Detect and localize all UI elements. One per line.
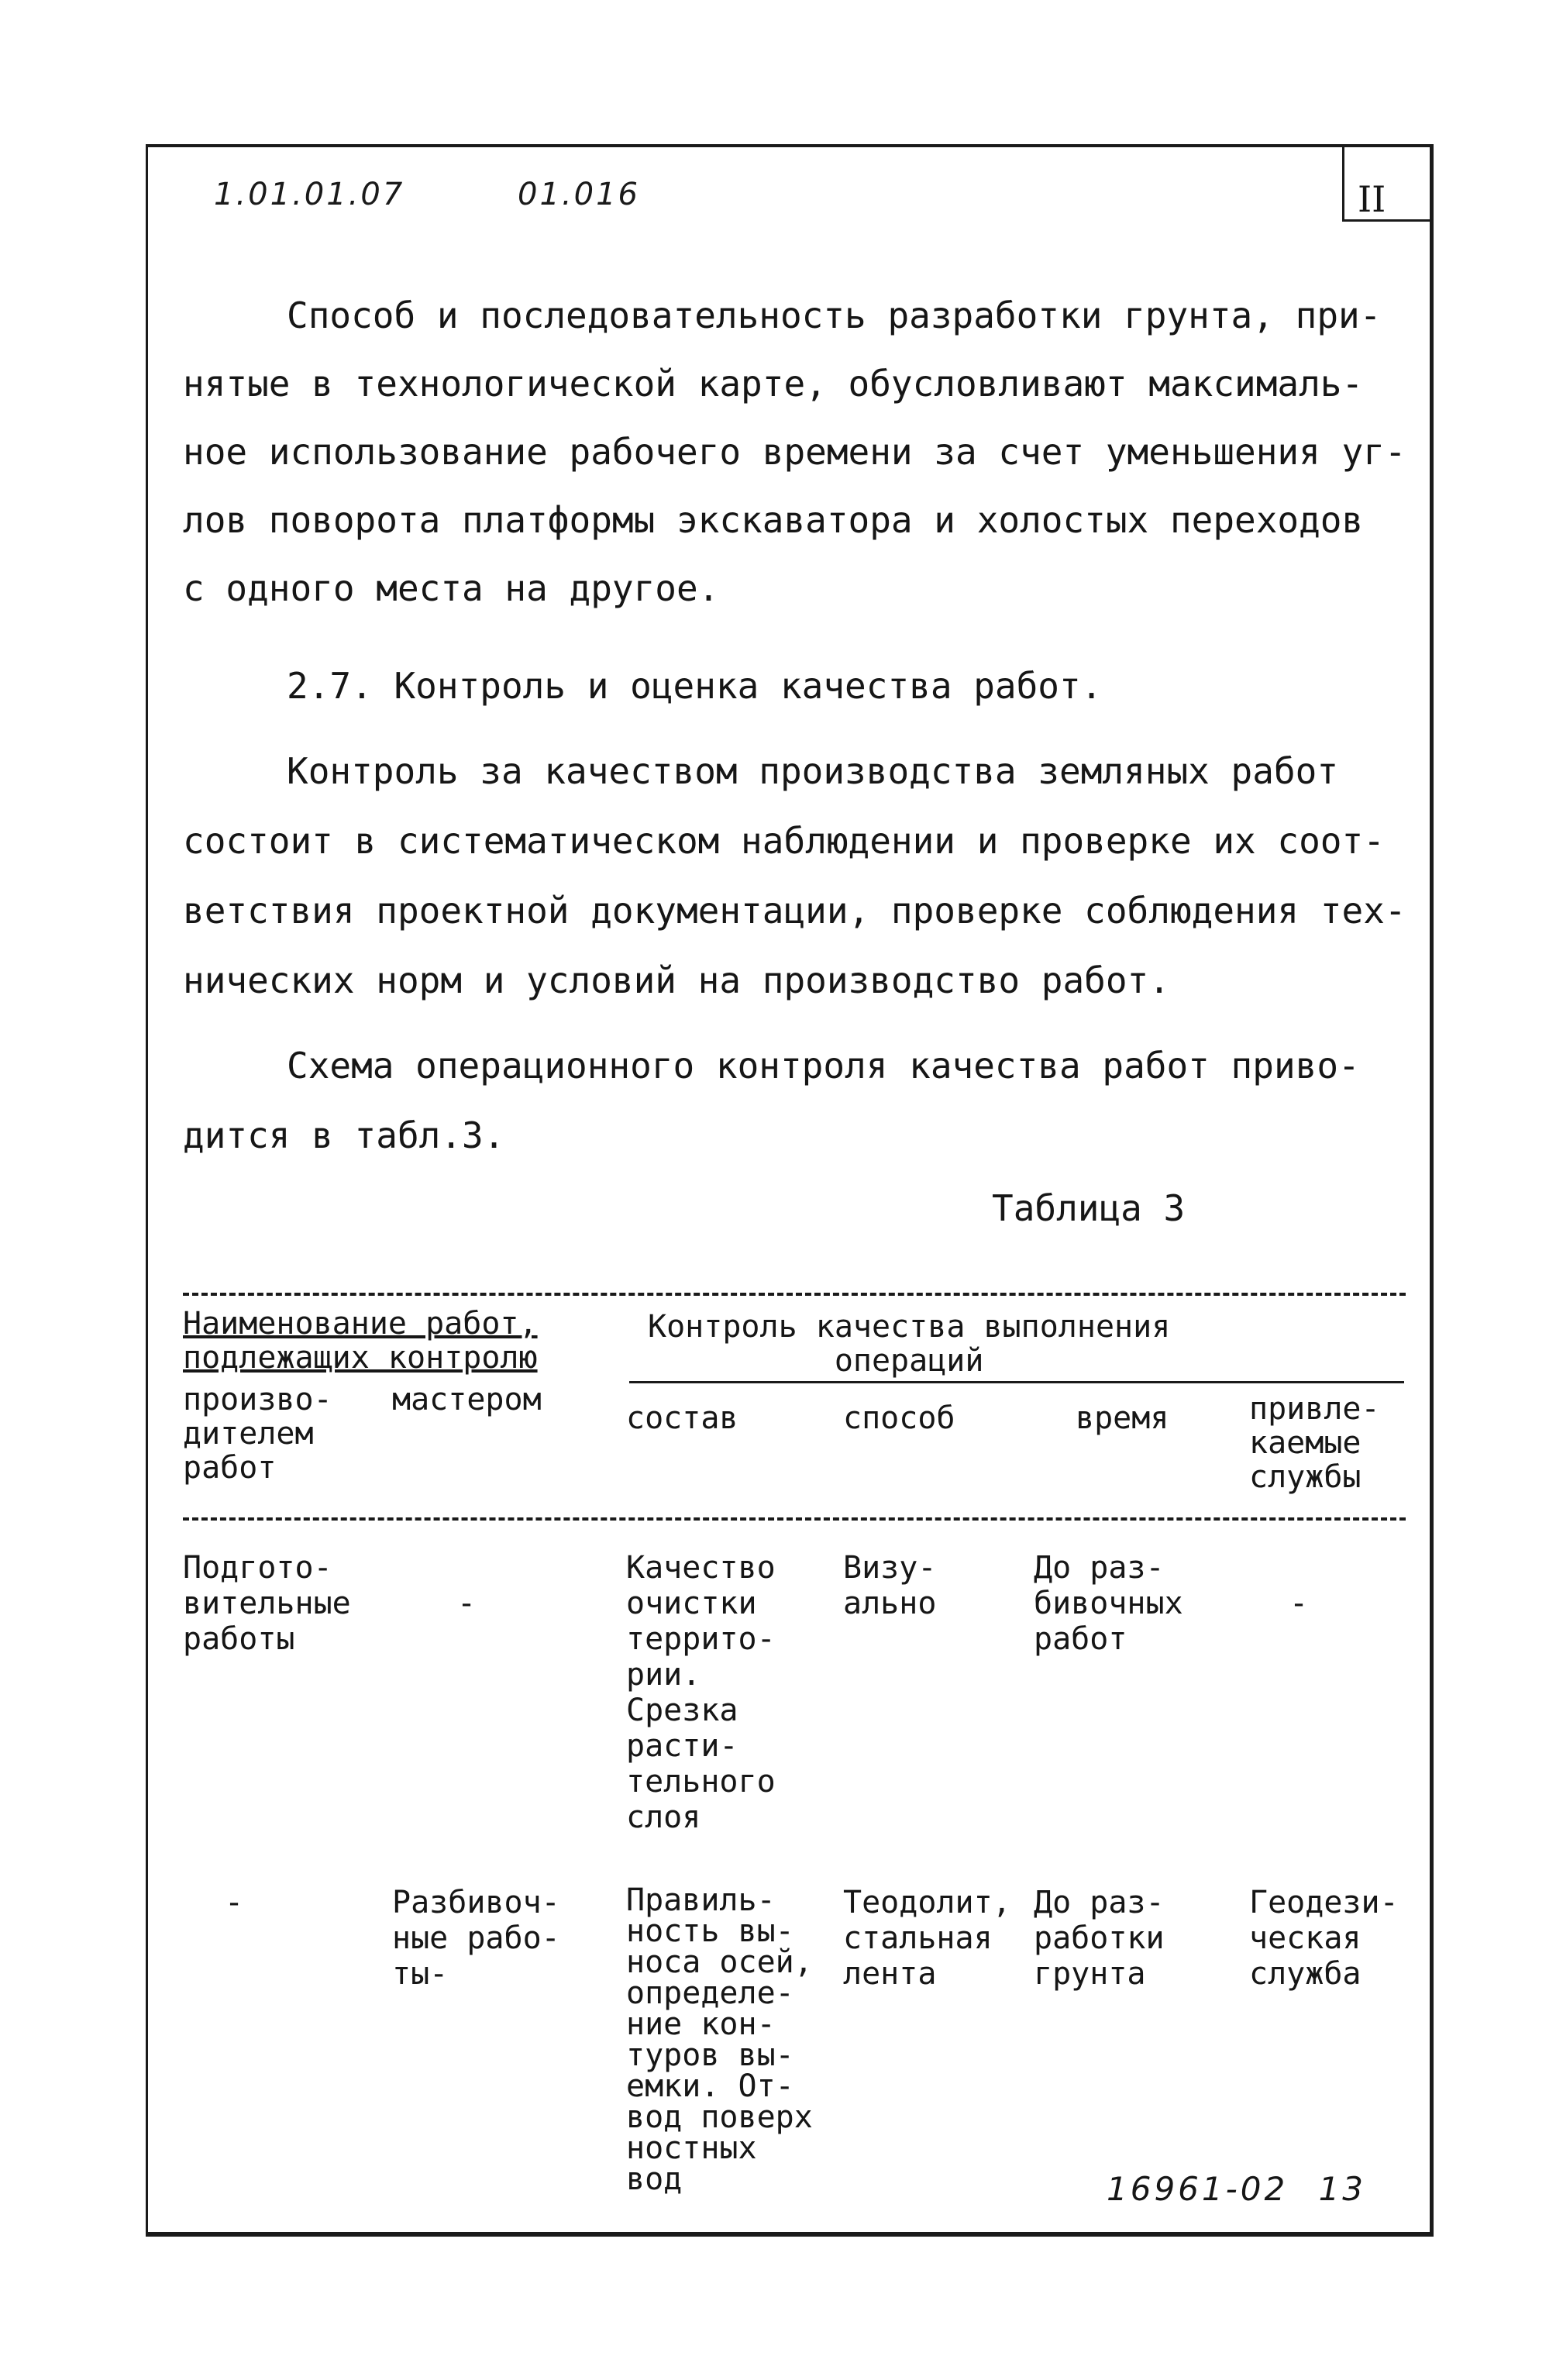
text-line: Контроль за качеством производства земляных работ [287,750,1339,792]
table-cell-services: - [1289,1586,1309,1621]
table-caption: Таблица 3 [992,1187,1186,1229]
table-cell-time: До раз- бивочных работ [1034,1550,1183,1657]
page-number: II [1358,178,1386,220]
table-top-rule [183,1293,1406,1296]
table-cell-composition: Качество очистки террито- рии. Срезка расти- тельного слоя [626,1550,776,1835]
table-cell-services: Геодези- ческая служба [1249,1885,1399,1992]
table-cell-method: Теодолит, стальная лента [843,1885,1011,1992]
text-line: с одного места на другое. [183,567,720,609]
sheet-code: 01.016 [518,177,640,212]
text-line: нических норм и условий на производство работ. [183,959,1170,1001]
text-line: Способ и последовательность разработки грунта, при- [287,294,1382,336]
sheet-number: 13 [1318,2170,1367,2208]
header-bottom-rule [183,1517,1406,1521]
col-header-master: мастером [392,1382,542,1417]
page-number-box [1342,144,1434,222]
header-works-to-control: Наименование работ, подлежащих контролю [183,1306,538,1376]
text-line: лов поворота платформы экскаватора и холостых переходов [183,499,1364,541]
header-quality-control: Контроль качества выполнения операций [648,1309,1171,1379]
text-line: ное использование рабочего времени за счет уменьшения уг- [183,431,1406,473]
col-header-method: способ [843,1400,955,1436]
col-header-services: привле- каемые службы [1249,1391,1380,1495]
text-line: Схема операционного контроля качества работ приво- [287,1045,1360,1087]
table-cell-master: - [457,1586,477,1621]
table-cell-producer: Подгото- вительные работы [183,1550,351,1657]
section-heading: 2.7. Контроль и оценка качества работ. [287,665,1103,707]
stamp-number: 16961-02 [1107,2170,1289,2208]
header-divider [629,1381,1404,1383]
col-header-time: время [1076,1400,1169,1436]
table-cell-method: Визу- ально [843,1550,937,1621]
text-line: нятые в технологической карте, обусловливают максималь- [183,363,1364,405]
document-code: 1.01.01.07 [214,177,405,212]
col-header-producer: произво- дителем работ [183,1382,332,1486]
text-line: ветствия проектной документации, проверке соблюдения тех- [183,890,1406,932]
text-line: дится в табл.3. [183,1114,505,1156]
document-stamp [1107,2170,1366,2208]
table-cell-time: До раз- работки грунта [1034,1885,1165,1992]
table-cell-master: Разбивоч- ные рабо- ты- [392,1885,560,1992]
text-line: состоит в систематическом наблюдении и проверке их соот- [183,820,1385,862]
table-cell-producer: - [225,1885,244,1920]
table-cell-composition: Правиль- ность вы- носа осей, определе- ние кон- туров вы- емки. От- вод поверх ностных вод [626,1882,813,2197]
col-header-composition: состав [626,1400,738,1436]
